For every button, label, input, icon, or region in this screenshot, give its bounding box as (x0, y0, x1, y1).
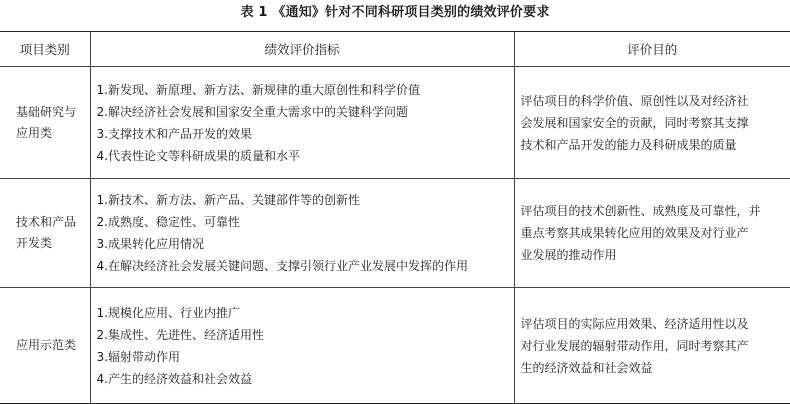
category-cell (0, 179, 90, 288)
purpose-text: 技术和产品开发的能力及科研成果的质量 (520, 137, 737, 152)
indicators-cell (90, 288, 514, 404)
purpose-text: 评估项目的科学价值、原创性以及对经济社 (520, 93, 749, 108)
indicator-item: 3.辐射带动作用 (96, 349, 180, 364)
category-text: 应用示范类 (16, 338, 77, 352)
evaluation-requirements-table (0, 31, 790, 404)
indicator-item: 1.新发现、新原理、新方法、新规律的重大原创性和科学价值 (96, 82, 420, 97)
indicators-cell (90, 179, 514, 288)
table-row (0, 179, 790, 288)
indicator-item: 3.成果转化应用情况 (96, 237, 204, 251)
indicator-item: 2.集成性、先进性、经济适用性 (96, 327, 264, 342)
indicator-item: 4.代表性论文等科研成果的质量和水平 (96, 148, 300, 163)
table-header-row (0, 32, 790, 67)
table-row (0, 67, 790, 179)
indicator-item: 1.规模化应用、行业内推广 (96, 305, 240, 320)
purpose-text: 会发展和国家安全的贡献，同时考察其支撑 (520, 115, 749, 130)
table-caption: 表 1 《通知》针对不同科研项目类别的绩效评价要求 (240, 5, 550, 20)
category-text: 技术和产品 (16, 215, 77, 229)
indicator-item: 2.解决经济社会发展和国家安全重大需求中的关键科学问题 (96, 104, 408, 119)
category-text: 开发类 (16, 236, 53, 250)
purpose-text: 对行业发展的辐射带动作用，同时考察其产 (520, 338, 749, 353)
indicator-item: 3.支撑技术和产品开发的效果 (96, 126, 252, 141)
purpose-cell (514, 288, 790, 404)
purpose-text: 重点考察其成果转化应用的效果及对行业产 (520, 226, 749, 240)
category-text: 应用类 (16, 125, 53, 140)
category-text: 基础研究与 (16, 104, 77, 119)
indicator-item: 2.成熟度、稳定性、可靠性 (96, 215, 240, 229)
purpose-cell (514, 67, 790, 179)
indicator-item: 4.产生的经济效益和社会效益 (96, 371, 252, 386)
category-cell (0, 288, 90, 404)
indicator-item: 1.新技术、新方法、新产品、关键部件等的创新性 (96, 193, 360, 207)
purpose-text: 生的经济效益和社会效益 (520, 360, 653, 375)
category-cell (0, 67, 90, 179)
header-indicators: 绩效评价指标 (90, 32, 514, 67)
purpose-text: 评估项目的技术创新性、成熟度及可靠性，并 (520, 204, 761, 218)
purpose-text: 业发展的推动作用 (520, 248, 617, 262)
header-category: 项目类别 (0, 32, 90, 67)
indicator-item: 4.在解决经济社会发展关键问题、支撑引领行业产业发展中发挥的作用 (96, 259, 468, 273)
header-purpose: 评价目的 (514, 32, 790, 67)
indicators-cell (90, 67, 514, 179)
purpose-cell (514, 179, 790, 288)
purpose-text: 评估项目的实际应用效果、经济适用性以及 (520, 316, 749, 331)
table-row (0, 288, 790, 404)
